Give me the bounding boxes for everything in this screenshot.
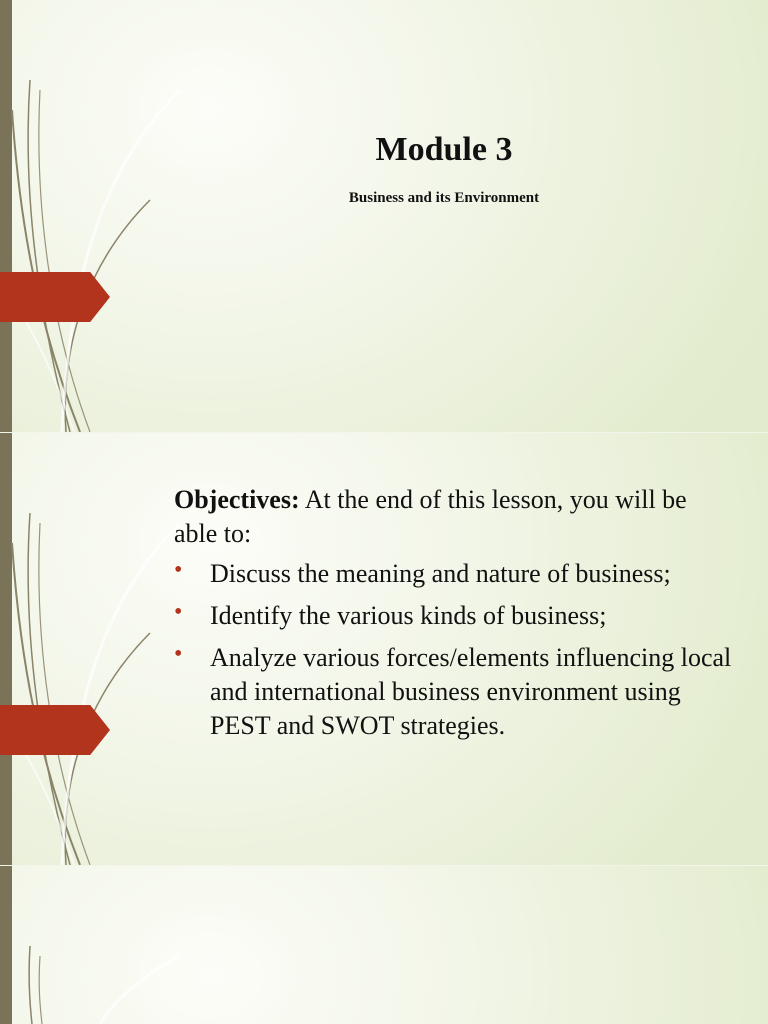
objectives-intro-text: At the end of this lesson, you will be able to: <box>174 485 687 548</box>
slide-title[interactable] <box>0 0 768 432</box>
bullet-icon: • <box>174 641 183 667</box>
list-item-text: Analyze various forces/elements influencing local and international business environment using PEST and SWOT strategies. <box>210 643 732 740</box>
list-item <box>174 641 734 743</box>
list-item <box>174 599 734 633</box>
accent-arrow-tab <box>0 272 110 322</box>
slide-subtitle-text: Business and its Environment <box>348 190 540 206</box>
decorative-curves <box>0 433 200 865</box>
slide-title-text: Module 3 <box>375 131 513 168</box>
objectives-intro <box>174 483 734 551</box>
list-item <box>174 557 734 591</box>
bullet-icon: • <box>174 599 183 625</box>
objectives-block <box>174 483 734 751</box>
title-block <box>260 130 628 207</box>
accent-arrow-tab <box>0 705 110 755</box>
objectives-list <box>174 557 734 743</box>
slide-objectives[interactable] <box>0 433 768 865</box>
list-item-text: Discuss the meaning and nature of business; <box>210 559 671 588</box>
decorative-curves <box>0 0 200 432</box>
objectives-label: Objectives: <box>174 485 300 514</box>
list-item-text: Identify the various kinds of business; <box>210 601 607 630</box>
decorative-curves <box>0 866 200 1024</box>
bullet-icon: • <box>174 557 183 583</box>
slide-next[interactable] <box>0 866 768 1024</box>
